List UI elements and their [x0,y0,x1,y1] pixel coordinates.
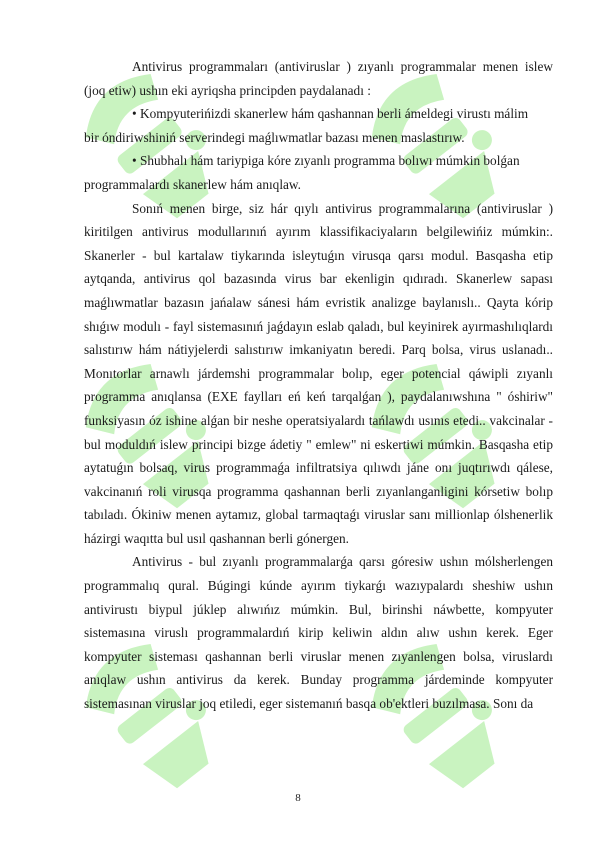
paragraph-modules: Sonıń menen birge, siz hár qıylı antivirus programmalarına (antiviruslar ) kiritilgen antivirus modullarınıń ayırım klassifikaciyaların belgilewińiz múmkin:. Skanerler - bul kartalaw tiykarında isleytuǵın virusqa qarsı modul. Basqasha etip aytqanda, antivirus qol bazasında virus bar ekenligin qıdıradı. Skanerlew sapası maǵlıwmatlar bazasın jańalaw sánesi hám evristik analizge baylanıslı.. Qayta kórip shıǵıw modulı - fayl sistemasınıń jaǵdayın eslab qaladı, bul keyinirek ayırmashılıqlardı salıstırıw hám nátiyjelerdi salıstırıw imkaniyatın beredi. Parq bolsa, virus uslanadı.. Monıtorlar arnawlı járdemshi programmalar bolıp, eger potencial qáwipli zıyanlı programma anıqlansa (EXE faylları eń keń tarqalǵan ), paydalanıwshına " óshiriw" funksiyasın óz ishine alǵan bir neshe operatsiyalardı tańlawdı usınıs etedi.. vakcinalar - bul moduldıń islew principi bizge ádetiy " emlew" ni eskertiwi múmkin. Basqasha etip aytatuǵın bolsaq, virus programmaǵa infiltratsiya qılıwdı jáne onı juqtırıwdı qálese, vakcinanıń roli virusqa programma qashannan berli zıyanlanganligini kórsetiw bolıp tabıladı. Ókiniw menen aytamız, global tarmaqtaǵı viruslar sanı millionlap ólshenerlik házirgi waqıtta bul usıl qashannan berli gónergen. [84,200,553,546]
body-text [84,55,553,716]
bullet-line: • Kompyuterińizdi skanerlew hám qashannan berli ámeldegi virustı málim [132,106,529,122]
bullet-item [84,149,553,196]
paragraph-intro: Antivirus programmaları (antiviruslar ) zıyanlı programmalar menen islew (joq etiw) ushın eki ayriqsha principden paydalanadı : [84,59,553,98]
bullet-line: programmalardı skanerlew hám anıqlaw. [84,176,301,192]
bullet-line: • Shubhalı hám tariypiga kóre zıyanlı programma bolıwı múmkin bolǵan [132,153,520,169]
bullet-item [84,102,553,149]
paragraph-antivirus: Antivirus - bul zıyanlı programmalarǵa qarsı góresiw ushın mólsherlengen programmalıq qural. Búgingi kúnde ayırım tiykarǵı wazıypalardı sheshiw ushın antivirustı biypul júklep alıwıńız múmkin. Bul, birinshi náwbette, kompyuter sistemasına viruslı programmalardıń kirip keliwin aldın alıw ushın kerek. Eger kompyuter sisteması qashannan berli viruslar menen zıyanlengen bolsa, viruslardı anıqlaw ushın antivirus da kerek. Bunday programma járdeminde kompyuter sistemasınan viruslar joq etiledi, eger sistemanıń basqa ob'ektleri buzılmasa. Sonı da [84,554,553,712]
page-number: 8 [295,792,301,804]
bullet-line: bir óndiriwshiniń serverindegi maǵlıwmatlar bazası menen maslastırıw. [84,129,465,145]
